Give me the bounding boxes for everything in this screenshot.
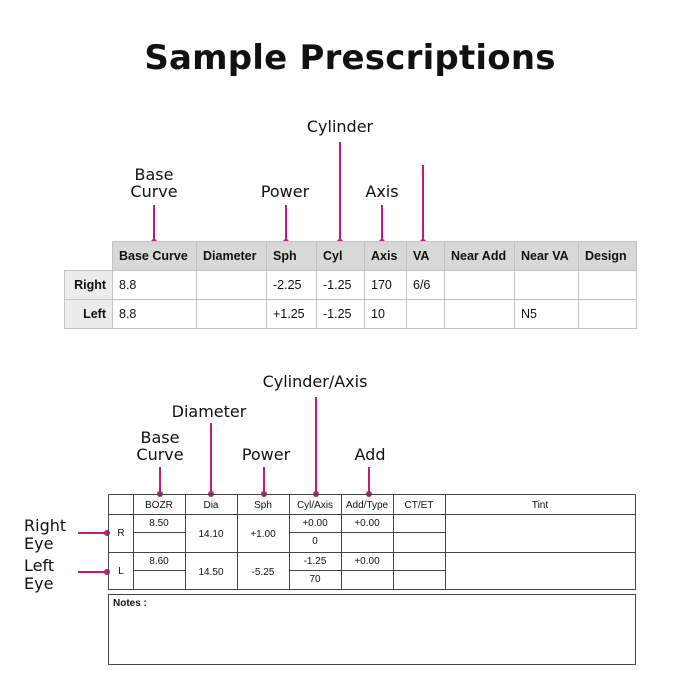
header-add-type: Add/Type [345,500,389,511]
left-cyl: -1.25 [303,556,327,567]
left-sph: -5.25 [251,567,275,578]
cell-cyl: -1.25 [317,271,365,300]
header-dia: Dia [203,500,219,511]
prescription-form-2 [108,494,636,590]
cell-base-curve: 8.8 [113,271,197,300]
callout-left-eye: Left Eye [24,556,55,593]
left-eye-code: L [118,566,124,577]
notes-box[interactable] [108,594,636,665]
header-tint: Tint [531,500,549,511]
right-sph: +1.00 [250,529,276,540]
cell-near-va: N5 [515,300,579,329]
callout-right-eye: Right Eye [24,516,67,553]
callout-add: Add [354,445,386,464]
cell-cyl: -1.25 [317,300,365,329]
row-label-right: Right [65,271,113,300]
callout-axis: Axis [365,182,399,201]
left-axis: 70 [309,574,321,585]
right-add: +0.00 [354,518,380,529]
header-base-curve: Base Curve [113,242,197,271]
right-eye-code: R [117,528,125,539]
pointer-cyl-axis [315,397,317,495]
header-bozr: BOZR [145,500,173,511]
header-cyl: Cyl [317,242,365,271]
callout-cylinder: Cylinder [306,117,374,136]
cell-near-add [445,271,515,300]
row-label-left: Left [65,300,113,329]
cell-diameter [197,271,267,300]
table-row [65,271,637,300]
callout-diameter: Diameter [171,402,247,421]
header-near-va: Near VA [515,242,579,271]
cell-near-add [445,300,515,329]
cell-diameter [197,300,267,329]
cell-design [579,271,637,300]
left-dia: 14.50 [198,567,224,578]
header-va: VA [407,242,445,271]
left-add: +0.00 [354,556,380,567]
right-dia: 14.10 [198,529,224,540]
right-axis: 0 [312,536,318,547]
header-diameter: Diameter [197,242,267,271]
page-title: Sample Prescriptions [144,38,556,78]
callout-base-curve-2: Base Curve [136,428,184,464]
pointer-cylinder [339,142,341,243]
right-cyl: +0.00 [302,518,328,529]
table-corner [65,242,113,271]
cell-sph: -2.25 [267,271,317,300]
pointer-va [422,165,424,243]
header-ct-et: CT/ET [404,500,434,511]
callout-cylinder-axis: Cylinder/Axis [262,372,368,391]
callout-base-curve: Base Curve [130,165,178,201]
pointer-power [285,205,287,243]
pointer-dia [210,423,212,495]
cell-near-va [515,271,579,300]
cell-axis: 170 [365,271,407,300]
header-sph: Sph [254,500,272,511]
pointer-axis [381,205,383,243]
cell-va: 6/6 [407,271,445,300]
pointer-base-curve [153,205,155,243]
right-bozr: 8.50 [149,518,169,529]
header-cyl-axis: Cyl/Axis [296,500,334,511]
header-sph: Sph [267,242,317,271]
cell-sph: +1.25 [267,300,317,329]
header-axis: Axis [365,242,407,271]
cell-va [407,300,445,329]
cell-base-curve: 8.8 [113,300,197,329]
cell-axis: 10 [365,300,407,329]
callout-power: Power [260,182,310,201]
cell-design [579,300,637,329]
table-row [65,300,637,329]
prescription-table-1 [64,241,637,329]
left-bozr: 8.60 [149,556,169,567]
notes-label: Notes : [113,598,147,609]
callout-power-2: Power [241,445,291,464]
header-near-add: Near Add [445,242,515,271]
table-header-row [65,242,637,271]
header-design: Design [579,242,637,271]
